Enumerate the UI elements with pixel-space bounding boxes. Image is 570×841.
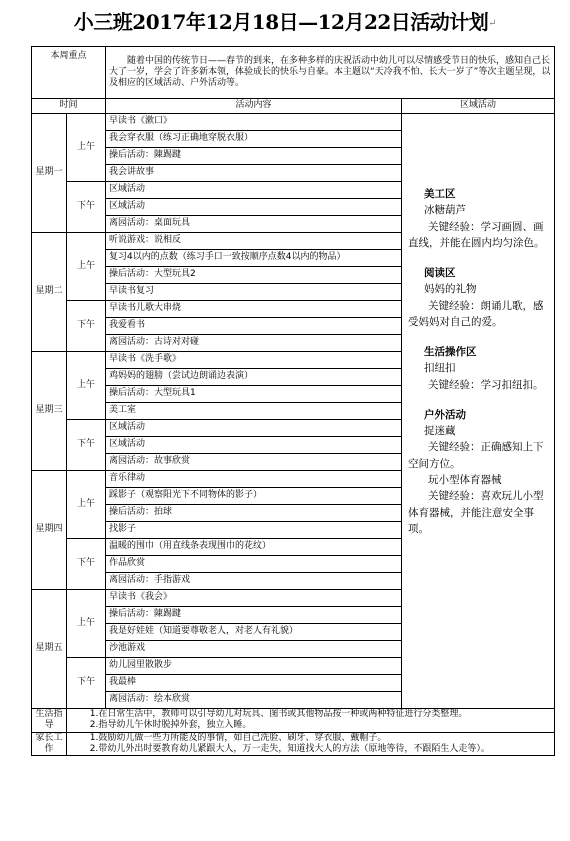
day-label: 星期五 [32, 590, 67, 709]
activity-cell: 区域活动 [106, 437, 402, 454]
focus-text: 随着中国的传统节日——春节的到来，在多种多样的庆祝活动中幼儿可以尽情感受节日的快乐，感知自己长大了一岁，学会了许多新本领，体验成长的快乐与自豪。本主题以“天冷我不怕、长大一岁了”等次主题呈现，以及相应的区域活动、户外活动等。 [106, 47, 555, 99]
region-block [408, 265, 550, 330]
region-key-experience: 关键经验：正确感知上下空间方位。 [408, 441, 544, 470]
region-name: 美工区 [424, 188, 456, 200]
activity-cell: 作品欣赏 [106, 556, 402, 573]
activity-cell: 我会讲故事 [106, 165, 402, 182]
activity-cell: 区域活动 [106, 420, 402, 437]
region-name: 生活操作区 [424, 346, 477, 359]
focus-label: 本周重点 [32, 47, 106, 99]
pm-label: 下午 [67, 658, 106, 709]
pm-label: 下午 [67, 420, 106, 471]
activity-cell: 离园活动：故事欣赏 [106, 454, 402, 471]
activity-cell: 离园活动：手指游戏 [106, 573, 402, 590]
activity-cell: 区域活动 [106, 182, 402, 199]
activity-cell: 我会穿衣服（练习正确地穿脱衣服） [106, 131, 402, 148]
page-title [0, 6, 570, 35]
region-name: 户外活动 [424, 408, 467, 421]
activity-plan-table [31, 46, 555, 756]
parents-row [32, 732, 555, 756]
activity-cell: 区域活动 [106, 199, 402, 216]
activity-cell: 沙池游戏 [106, 641, 402, 658]
activity-cell: 离园活动：桌面玩具 [106, 216, 402, 233]
region-subtitle: 冰糖葫芦 [424, 204, 467, 217]
activity-cell: 我爱看书 [106, 318, 402, 335]
parents-item: 1.鼓励幼儿做一些力所能及的事情，如自己洗脸、刷牙、穿衣服、戴帽子。 [89, 732, 387, 743]
parents-label: 家长工作 [32, 732, 67, 756]
activity-cell: 早读书《洗手歌》 [106, 352, 402, 369]
header-row [32, 99, 555, 114]
paragraph-mark-icon: ↵ [488, 18, 497, 29]
day-label: 星期三 [32, 352, 67, 471]
activity-cell: 早读书儿歌大串烧 [106, 301, 402, 318]
activity-header: 活动内容 [106, 99, 402, 114]
region-header: 区域活动 [402, 99, 555, 114]
region-key-experience: 关键经验：朗诵儿歌，感受妈妈对自己的爱。 [408, 299, 544, 328]
life-item: 1.在日常生活中，教师可以引导幼儿对玩具、图书或其他物品按一种或两种特征进行分类整理。 [89, 709, 468, 719]
region-activities [402, 114, 555, 709]
day-label: 星期四 [32, 471, 67, 590]
day-label: 星期一 [32, 114, 67, 233]
activity-cell: 早读书《我会》 [106, 590, 402, 607]
region-key-experience: 关键经验：学习画圆、画直线，并能在圆内均匀涂色。 [408, 220, 545, 249]
am-label: 上午 [67, 233, 106, 301]
region-name: 阅读区 [424, 267, 456, 280]
parents-item: 2.带幼儿外出时要教育幼儿紧跟大人，万一走失，知道找大人的方法（原地等待，不跟陌生人走等）。 [89, 743, 490, 754]
am-label: 上午 [67, 352, 106, 420]
life-item: 2.指导幼儿午休时脱掉外套，独立入睡。 [89, 720, 252, 731]
activity-cell: 我最棒 [106, 675, 402, 692]
activity-cell: 温暖的围巾（用直线条表现围巾的花纹） [106, 539, 402, 556]
region-key-experience: 关键经验：学习扣纽扣。 [427, 378, 544, 391]
pm-label: 下午 [67, 301, 106, 352]
activity-cell: 操后活动：陳踢踺 [106, 607, 402, 624]
region-block [408, 407, 550, 537]
activity-cell: 踩影子（观察阳光下不同物体的影子） [106, 488, 402, 505]
activity-cell: 我是好娃娃（知道要尊敬老人，对老人有礼貌） [106, 624, 402, 641]
time-header: 时间 [32, 99, 106, 114]
activity-cell: 音乐律动 [106, 471, 402, 488]
life-row [32, 709, 555, 733]
region-extra: 玩小型体育器械 [427, 473, 502, 486]
region-extra: 关键经验：喜欢玩儿小型体育器械，并能注意安全事项。 [408, 490, 544, 535]
activity-cell: 操后活动：拍球 [106, 505, 402, 522]
pm-label: 下午 [67, 539, 106, 590]
title-text: 小三班2017年12月18日—12月22日活动计划 [73, 10, 489, 34]
am-label: 上午 [67, 114, 106, 182]
region-block [408, 186, 550, 251]
activity-cell: 离园活动：绘本欣赏 [106, 692, 402, 709]
activity-cell: 找影子 [106, 522, 402, 539]
table-row [32, 114, 555, 131]
day-label: 星期二 [32, 233, 67, 352]
focus-row [32, 47, 555, 99]
region-subtitle: 妈妈的礼物 [424, 283, 477, 296]
region-block [408, 344, 550, 393]
activity-cell: 操后活动：大型玩具2 [106, 267, 402, 284]
activity-cell: 美工室 [106, 403, 402, 420]
am-label: 上午 [67, 471, 106, 539]
activity-cell: 早读书《漱口》 [106, 114, 402, 131]
activity-cell: 早读书复习 [106, 284, 402, 301]
activity-cell: 鸡妈妈的翅膀（尝试边朗诵边表演） [106, 369, 402, 386]
activity-cell: 离园活动：古诗对对碰 [106, 335, 402, 352]
activity-cell: 复习4以内的点数（练习手口一致按顺序点数4以内的物品） [106, 250, 402, 267]
life-label: 生活指导 [32, 709, 67, 733]
region-subtitle: 捉迷藏 [424, 425, 456, 438]
parents-content [67, 732, 555, 756]
pm-label: 下午 [67, 182, 106, 233]
activity-cell: 听说游戏：说相反 [106, 233, 402, 250]
activity-cell: 操后活动：大型玩具1 [106, 386, 402, 403]
region-subtitle: 扣纽扣 [424, 362, 456, 375]
table-body [32, 47, 555, 756]
activity-cell: 幼儿园里散散步 [106, 658, 402, 675]
am-label: 上午 [67, 590, 106, 658]
life-content [67, 709, 555, 733]
activity-cell: 操后活动：陳踢踺 [106, 148, 402, 165]
